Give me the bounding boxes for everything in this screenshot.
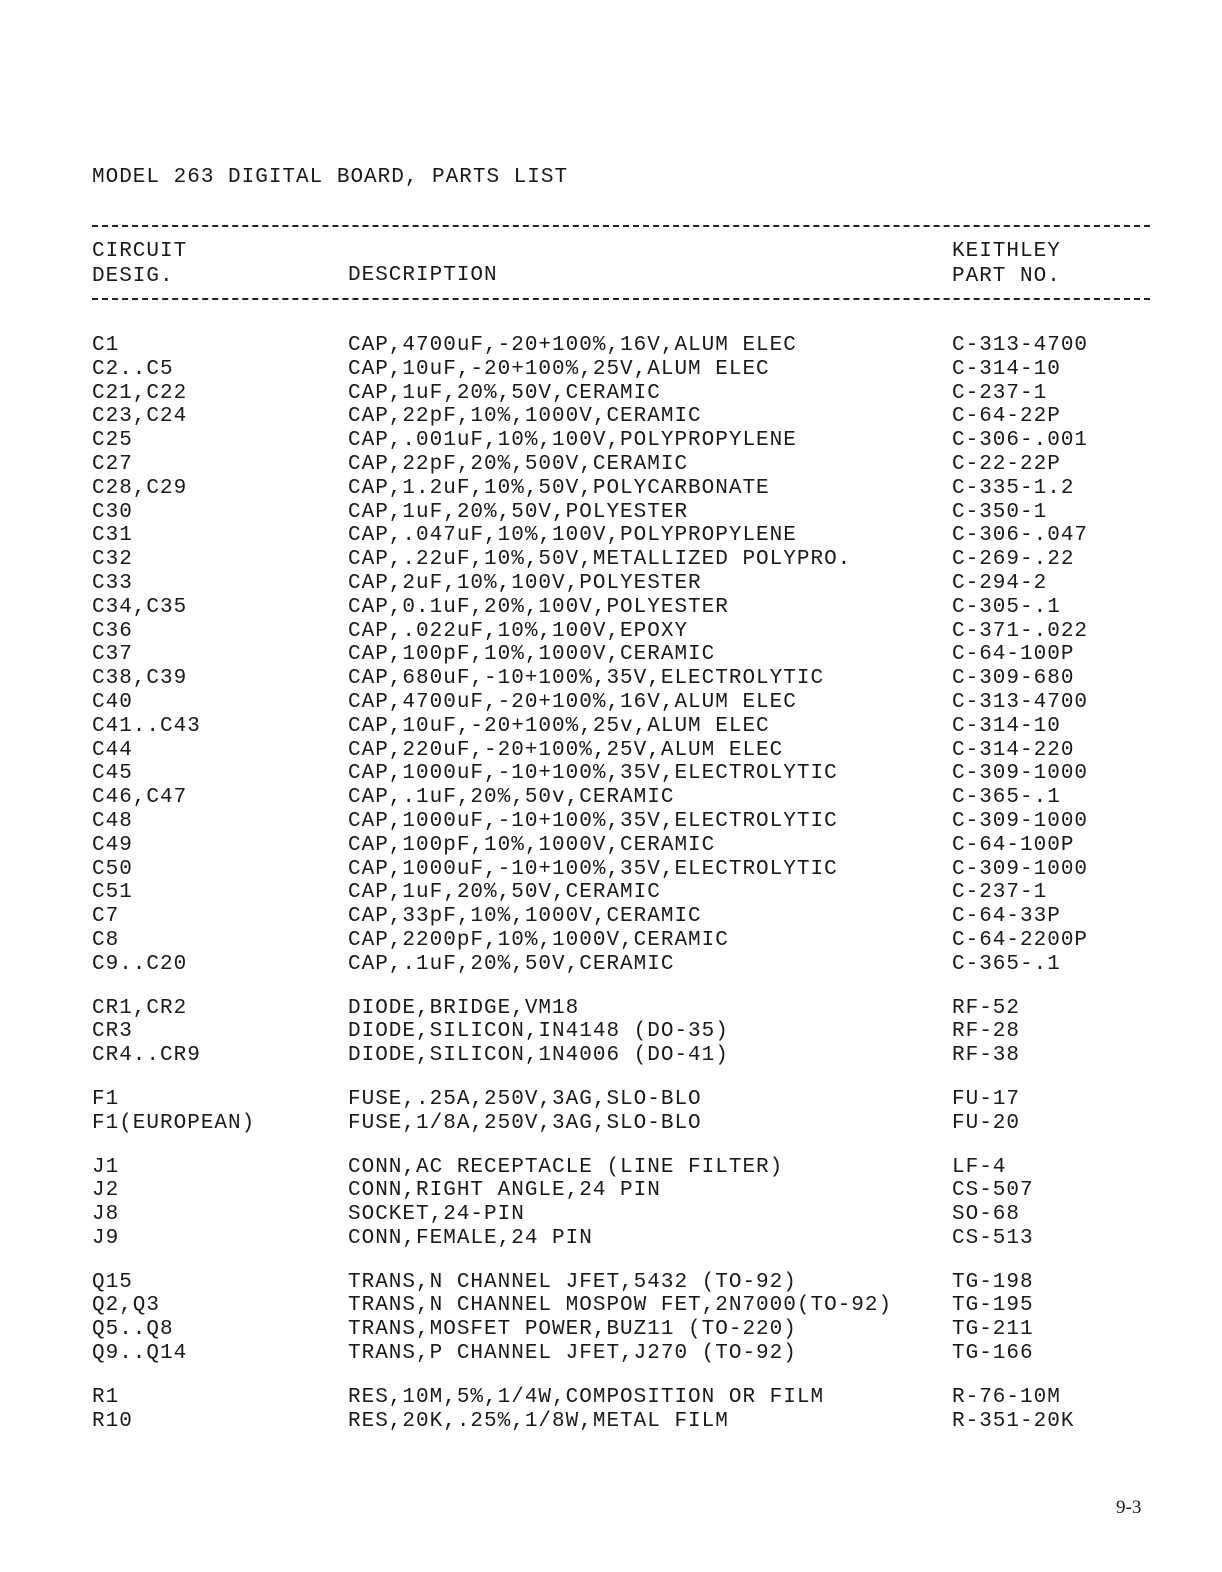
header-circuit-desig: CIRCUIT DESIG. — [92, 240, 188, 288]
table-row — [92, 667, 1192, 691]
parts-group — [92, 334, 1192, 977]
table-row — [92, 1294, 1192, 1318]
circuit-designator: C21,C22 — [92, 381, 188, 405]
part-description: CONN,RIGHT ANGLE,24 PIN — [348, 1179, 661, 1203]
part-description: CAP,.1uF,20%,50v,CERAMIC — [348, 786, 675, 810]
circuit-designator: Q15 — [92, 1270, 133, 1294]
part-number: C-64-22P — [952, 405, 1061, 429]
part-number: RF-28 — [952, 1020, 1021, 1044]
part-number: C-365-.1 — [952, 786, 1061, 810]
circuit-designator: Q5..Q8 — [92, 1318, 174, 1342]
circuit-designator: C33 — [92, 571, 133, 595]
header-bottom-rule — [92, 298, 1150, 300]
table-row — [92, 739, 1192, 763]
part-number: C-314-220 — [952, 738, 1075, 762]
part-description: CAP,2uF,10%,100V,POLYESTER — [348, 571, 702, 595]
table-row — [92, 1410, 1192, 1434]
part-description: CAP,4700uF,-20+100%,16V,ALUM ELEC — [348, 690, 797, 714]
table-row — [92, 858, 1192, 882]
table-row — [92, 596, 1192, 620]
part-number: C-64-2200P — [952, 928, 1089, 952]
part-number: C-314-10 — [952, 714, 1061, 738]
table-row — [92, 929, 1192, 953]
part-number: C-306-.047 — [952, 524, 1089, 548]
circuit-designator: C28,C29 — [92, 476, 188, 500]
part-number: R-351-20K — [952, 1409, 1075, 1433]
table-row — [92, 1271, 1192, 1295]
part-description: FUSE,1/8A,250V,3AG,SLO-BLO — [348, 1111, 702, 1135]
parts-group — [92, 1088, 1192, 1136]
circuit-designator: C31 — [92, 524, 133, 548]
part-description: CAP,1000uF,-10+100%,35V,ELECTROLYTIC — [348, 762, 838, 786]
part-description: DIODE,SILICON,IN4148 (DO-35) — [348, 1020, 729, 1044]
part-description: DIODE,SILICON,1N4006 (DO-41) — [348, 1044, 729, 1068]
table-row — [92, 477, 1192, 501]
part-number: TG-166 — [952, 1342, 1034, 1366]
part-number: TG-195 — [952, 1294, 1034, 1318]
part-description: CAP,10uF,-20+100%,25v,ALUM ELEC — [348, 714, 770, 738]
part-description: CAP,33pF,10%,1000V,CERAMIC — [348, 905, 702, 929]
part-description: CAP,22pF,10%,1000V,CERAMIC — [348, 405, 702, 429]
table-row — [92, 1088, 1192, 1112]
part-description: CAP,100pF,10%,1000V,CERAMIC — [348, 643, 716, 667]
circuit-designator: C36 — [92, 619, 133, 643]
table-row — [92, 548, 1192, 572]
part-description: CAP,.22uF,10%,50V,METALLIZED POLYPRO. — [348, 548, 852, 572]
circuit-designator: C32 — [92, 548, 133, 572]
circuit-designator: Q9..Q14 — [92, 1342, 188, 1366]
table-row — [92, 1342, 1192, 1366]
circuit-designator: C46,C47 — [92, 786, 188, 810]
part-description: SOCKET,24-PIN — [348, 1203, 525, 1227]
table-row — [92, 810, 1192, 834]
part-description: TRANS,P CHANNEL JFET,J270 (TO-92) — [348, 1342, 797, 1366]
table-row — [92, 1318, 1192, 1342]
table-row — [92, 997, 1192, 1021]
table-row — [92, 1179, 1192, 1203]
circuit-designator: J1 — [92, 1155, 120, 1179]
circuit-designator: C44 — [92, 738, 133, 762]
part-number: C-350-1 — [952, 500, 1048, 524]
circuit-designator: C50 — [92, 857, 133, 881]
table-row — [92, 762, 1192, 786]
part-description: CAP,220uF,-20+100%,25V,ALUM ELEC — [348, 738, 784, 762]
part-number: C-314-10 — [952, 357, 1061, 381]
table-row — [92, 905, 1192, 929]
table-row — [92, 953, 1192, 977]
part-number: C-22-22P — [952, 452, 1061, 476]
part-number: C-64-33P — [952, 905, 1061, 929]
circuit-designator: C41..C43 — [92, 714, 201, 738]
circuit-designator: C27 — [92, 452, 133, 476]
part-description: RES,20K,.25%,1/8W,METAL FILM — [348, 1409, 729, 1433]
part-description: CAP,4700uF,-20+100%,16V,ALUM ELEC — [348, 334, 797, 357]
page-number: 9-3 — [1116, 1497, 1142, 1518]
part-number: FU-20 — [952, 1111, 1021, 1135]
part-number: CS-507 — [952, 1179, 1034, 1203]
circuit-designator: CR1,CR2 — [92, 996, 188, 1020]
table-row — [92, 405, 1192, 429]
part-number: C-309-1000 — [952, 809, 1089, 833]
circuit-designator: C48 — [92, 809, 133, 833]
table-row — [92, 1156, 1192, 1180]
part-description: CAP,1000uF,-10+100%,35V,ELECTROLYTIC — [348, 809, 838, 833]
table-row — [92, 382, 1192, 406]
table-row — [92, 1203, 1192, 1227]
part-description: CAP,1.2uF,10%,50V,POLYCARBONATE — [348, 476, 770, 500]
parts-group — [92, 997, 1192, 1068]
part-number: C-64-100P — [952, 643, 1075, 667]
part-number: R-76-10M — [952, 1385, 1061, 1409]
part-description: CAP,.1uF,20%,50V,CERAMIC — [348, 952, 675, 976]
circuit-designator: CR3 — [92, 1020, 133, 1044]
part-number: C-237-1 — [952, 381, 1048, 405]
table-row — [92, 881, 1192, 905]
table-row — [92, 1044, 1192, 1068]
part-number: LF-4 — [952, 1155, 1007, 1179]
parts-group — [92, 1386, 1192, 1434]
parts-group — [92, 1156, 1192, 1251]
circuit-designator: C30 — [92, 500, 133, 524]
circuit-designator: C45 — [92, 762, 133, 786]
table-row — [92, 501, 1192, 525]
part-description: RES,10M,5%,1/4W,COMPOSITION OR FILM — [348, 1385, 825, 1409]
part-number: TG-198 — [952, 1270, 1034, 1294]
part-number: C-237-1 — [952, 881, 1048, 905]
table-row — [92, 834, 1192, 858]
circuit-designator: C38,C39 — [92, 667, 188, 691]
table-row — [92, 358, 1192, 382]
table-row — [92, 429, 1192, 453]
table-row — [92, 453, 1192, 477]
circuit-designator: J9 — [92, 1226, 120, 1250]
header-part-no: KEITHLEY PART NO. — [952, 240, 1061, 288]
circuit-designator: C40 — [92, 690, 133, 714]
part-description: CONN,AC RECEPTACLE (LINE FILTER) — [348, 1155, 784, 1179]
part-number: C-305-.1 — [952, 595, 1061, 619]
page-title: MODEL 263 DIGITAL BOARD, PARTS LIST — [92, 166, 569, 189]
parts-group — [92, 1271, 1192, 1366]
circuit-designator: R1 — [92, 1385, 120, 1409]
part-description: CONN,FEMALE,24 PIN — [348, 1226, 593, 1250]
circuit-designator: J2 — [92, 1179, 120, 1203]
header-top-rule — [92, 225, 1150, 227]
part-number: CS-513 — [952, 1226, 1034, 1250]
part-description: TRANS,N CHANNEL MOSPOW FET,2N7000(TO-92) — [348, 1294, 893, 1318]
part-number: C-294-2 — [952, 571, 1048, 595]
circuit-designator: F1 — [92, 1087, 120, 1111]
part-description: CAP,10uF,-20+100%,25V,ALUM ELEC — [348, 357, 770, 381]
circuit-designator: C7 — [92, 905, 120, 929]
part-description: CAP,680uF,-10+100%,35V,ELECTROLYTIC — [348, 667, 825, 691]
part-number: C-309-1000 — [952, 762, 1089, 786]
table-row — [92, 1020, 1192, 1044]
part-number: RF-52 — [952, 996, 1021, 1020]
part-description: CAP,1uF,20%,50V,CERAMIC — [348, 381, 661, 405]
part-description: CAP,.047uF,10%,100V,POLYPROPYLENE — [348, 524, 797, 548]
table-row — [92, 1386, 1192, 1410]
circuit-designator: C49 — [92, 833, 133, 857]
part-number: SO-68 — [952, 1203, 1021, 1227]
part-description: CAP,1uF,20%,50V,CERAMIC — [348, 881, 661, 905]
part-number: C-313-4700 — [952, 690, 1089, 714]
circuit-designator: C25 — [92, 429, 133, 453]
part-number: C-335-1.2 — [952, 476, 1075, 500]
table-row — [92, 334, 1192, 358]
table-row — [92, 524, 1192, 548]
part-description: CAP,1uF,20%,50V,POLYESTER — [348, 500, 689, 524]
part-number: C-313-4700 — [952, 334, 1089, 357]
part-number: FU-17 — [952, 1087, 1021, 1111]
circuit-designator: C2..C5 — [92, 357, 174, 381]
part-description: CAP,22pF,20%,500V,CERAMIC — [348, 452, 689, 476]
table-row — [92, 691, 1192, 715]
part-description: CAP,.001uF,10%,100V,POLYPROPYLENE — [348, 429, 797, 453]
table-row — [92, 715, 1192, 739]
part-description: CAP,0.1uF,20%,100V,POLYESTER — [348, 595, 729, 619]
header-description: DESCRIPTION — [348, 264, 498, 287]
circuit-designator: C1 — [92, 334, 120, 357]
part-description: CAP,1000uF,-10+100%,35V,ELECTROLYTIC — [348, 857, 838, 881]
circuit-designator: R10 — [92, 1409, 133, 1433]
part-number: C-269-.22 — [952, 548, 1075, 572]
part-description: CAP,2200pF,10%,1000V,CERAMIC — [348, 928, 729, 952]
part-description: TRANS,MOSFET POWER,BUZ11 (TO-220) — [348, 1318, 797, 1342]
table-row — [92, 643, 1192, 667]
circuit-designator: C37 — [92, 643, 133, 667]
part-number: RF-38 — [952, 1044, 1021, 1068]
circuit-designator: C23,C24 — [92, 405, 188, 429]
part-number: C-306-.001 — [952, 429, 1089, 453]
circuit-designator: Q2,Q3 — [92, 1294, 161, 1318]
circuit-designator: F1(EUROPEAN) — [92, 1111, 256, 1135]
table-row — [92, 1227, 1192, 1251]
parts-table — [92, 334, 1192, 1453]
part-number: C-309-1000 — [952, 857, 1089, 881]
part-number: C-309-680 — [952, 667, 1075, 691]
table-row — [92, 1112, 1192, 1136]
part-description: CAP,100pF,10%,1000V,CERAMIC — [348, 833, 716, 857]
part-number: C-371-.022 — [952, 619, 1089, 643]
part-description: DIODE,BRIDGE,VM18 — [348, 996, 580, 1020]
circuit-designator: C34,C35 — [92, 595, 188, 619]
circuit-designator: J8 — [92, 1203, 120, 1227]
part-description: FUSE,.25A,250V,3AG,SLO-BLO — [348, 1087, 702, 1111]
circuit-designator: CR4..CR9 — [92, 1044, 201, 1068]
part-description: CAP,.022uF,10%,100V,EPOXY — [348, 619, 689, 643]
table-row — [92, 786, 1192, 810]
part-number: TG-211 — [952, 1318, 1034, 1342]
part-number: C-365-.1 — [952, 952, 1061, 976]
part-number: C-64-100P — [952, 833, 1075, 857]
circuit-designator: C51 — [92, 881, 133, 905]
circuit-designator: C9..C20 — [92, 952, 188, 976]
circuit-designator: C8 — [92, 928, 120, 952]
table-row — [92, 620, 1192, 644]
table-row — [92, 572, 1192, 596]
part-description: TRANS,N CHANNEL JFET,5432 (TO-92) — [348, 1270, 797, 1294]
